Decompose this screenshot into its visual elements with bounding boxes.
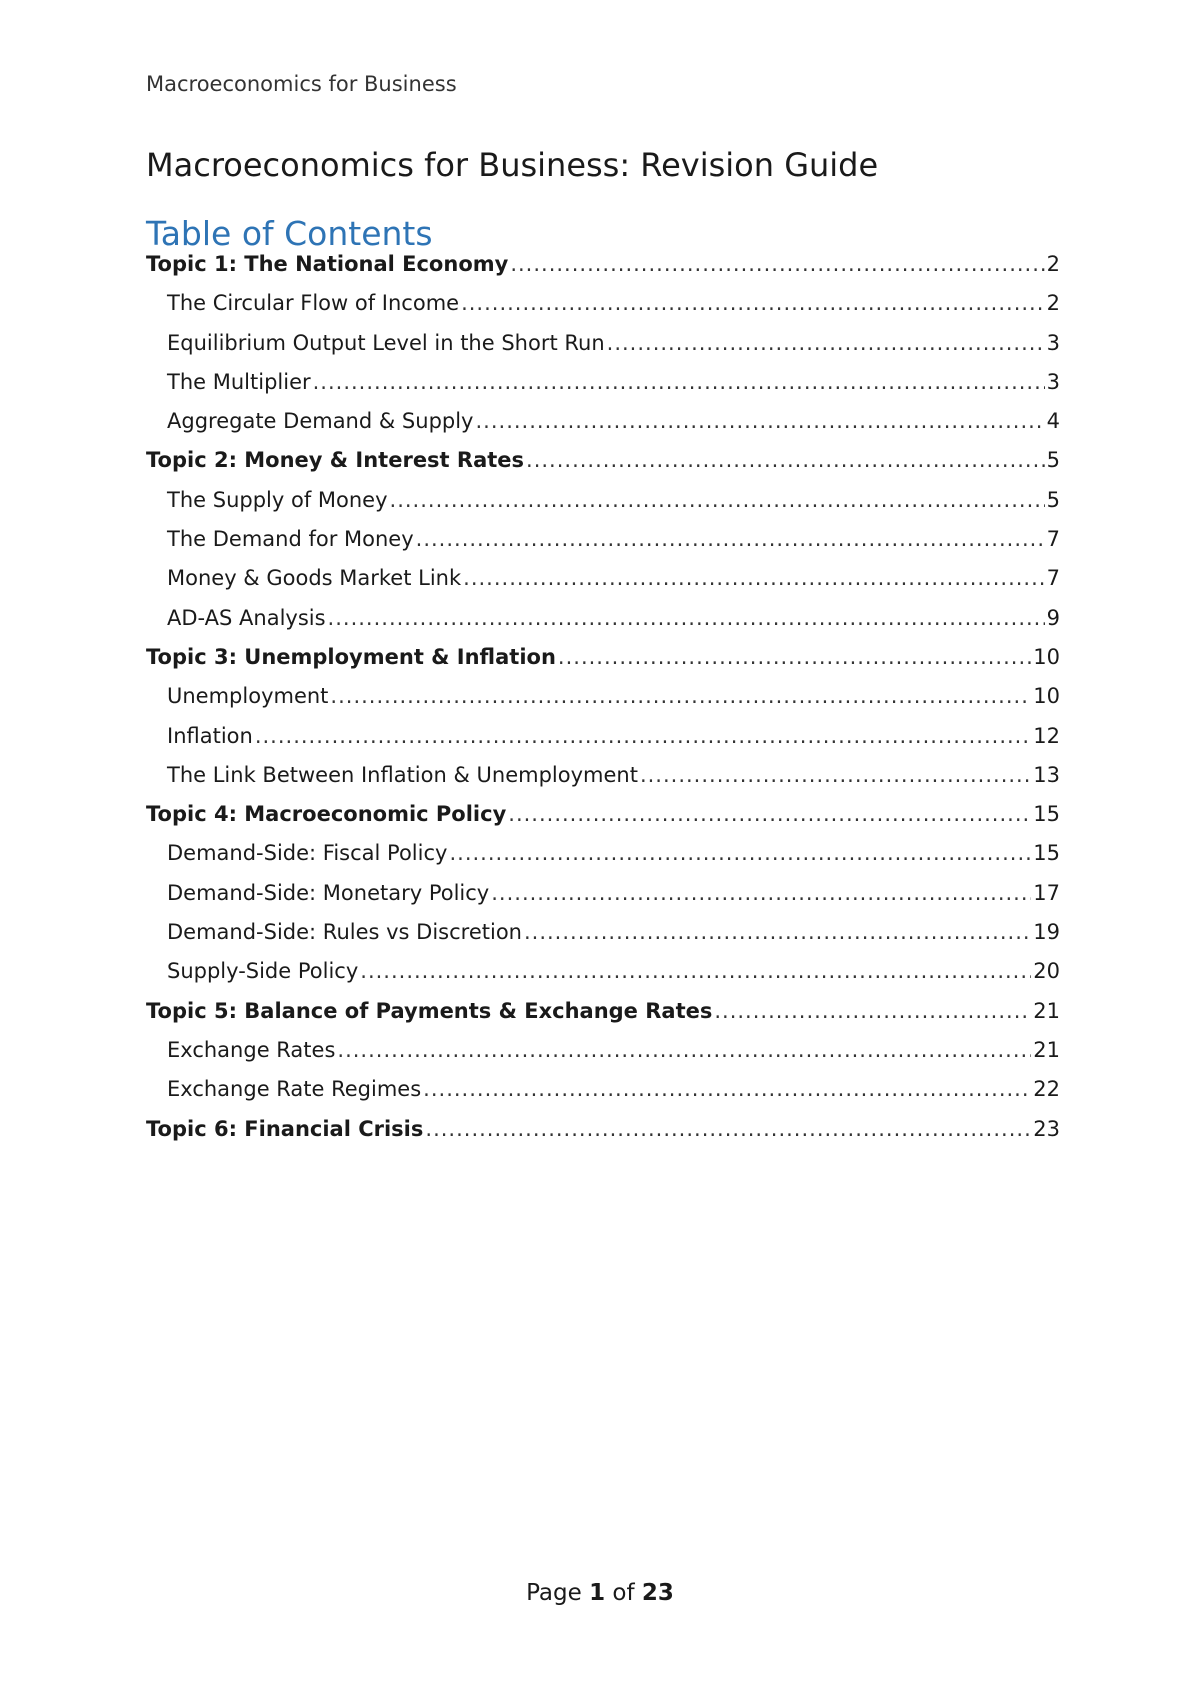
toc-dot-leader bbox=[337, 1038, 1031, 1062]
toc-entry-page-number: 17 bbox=[1033, 880, 1060, 905]
toc-dot-leader bbox=[508, 802, 1031, 826]
toc-dot-leader bbox=[714, 999, 1031, 1023]
toc-topic-entry[interactable] bbox=[146, 252, 1060, 291]
toc-dot-leader bbox=[416, 527, 1045, 551]
toc-subtopic-entry[interactable] bbox=[146, 370, 1060, 409]
toc-dot-leader bbox=[425, 1117, 1031, 1141]
toc-subtopic-entry[interactable] bbox=[146, 606, 1060, 645]
toc-entry-label: Topic 3: Unemployment & Inflation bbox=[146, 644, 556, 669]
running-header: Macroeconomics for Business bbox=[146, 72, 457, 96]
toc-entry-page-number: 20 bbox=[1033, 959, 1060, 984]
toc-entry-label: The Link Between Inflation & Unemployment bbox=[167, 762, 638, 787]
toc-dot-leader bbox=[461, 291, 1045, 315]
toc-topic-entry[interactable] bbox=[146, 448, 1060, 487]
toc-dot-leader bbox=[526, 448, 1045, 472]
toc-subtopic-entry[interactable] bbox=[146, 527, 1060, 566]
toc-entry-page-number: 15 bbox=[1033, 802, 1060, 827]
toc-entry-page-number: 9 bbox=[1046, 605, 1060, 630]
toc-dot-leader bbox=[360, 959, 1031, 983]
toc-entry-page-number: 23 bbox=[1033, 1116, 1060, 1141]
toc-entry-label: Demand-Side: Fiscal Policy bbox=[167, 841, 448, 866]
document-title: Macroeconomics for Business: Revision Guide bbox=[146, 146, 879, 184]
toc-entry-page-number: 21 bbox=[1033, 998, 1060, 1023]
toc-topic-entry[interactable] bbox=[146, 802, 1060, 841]
footer-current-page: 1 bbox=[589, 1580, 606, 1606]
toc-entry-label: Topic 4: Macroeconomic Policy bbox=[146, 802, 507, 827]
toc-entry-page-number: 3 bbox=[1046, 369, 1060, 394]
toc-dot-leader bbox=[390, 488, 1045, 512]
toc-entry-label: Exchange Rates bbox=[167, 1037, 336, 1062]
toc-topic-entry[interactable] bbox=[146, 999, 1060, 1038]
table-of-contents bbox=[146, 252, 1060, 1156]
toc-entry-page-number: 13 bbox=[1033, 762, 1060, 787]
toc-subtopic-entry[interactable] bbox=[146, 1077, 1060, 1116]
toc-entry-label: The Supply of Money bbox=[167, 487, 388, 512]
toc-entry-page-number: 21 bbox=[1033, 1037, 1060, 1062]
toc-entry-page-number: 4 bbox=[1046, 409, 1060, 434]
toc-subtopic-entry[interactable] bbox=[146, 488, 1060, 527]
toc-entry-label: Topic 6: Financial Crisis bbox=[146, 1116, 424, 1141]
toc-heading: Table of Contents bbox=[146, 214, 433, 253]
toc-entry-label: Equilibrium Output Level in the Short Run bbox=[167, 330, 605, 355]
footer-of-word: of bbox=[612, 1580, 635, 1606]
toc-dot-leader bbox=[640, 763, 1031, 787]
toc-dot-leader bbox=[510, 252, 1044, 276]
toc-entry-label: The Demand for Money bbox=[167, 527, 414, 552]
toc-subtopic-entry[interactable] bbox=[146, 291, 1060, 330]
toc-subtopic-entry[interactable] bbox=[146, 409, 1060, 448]
toc-dot-leader bbox=[449, 841, 1031, 865]
toc-entry-label: Topic 2: Money & Interest Rates bbox=[146, 448, 525, 473]
toc-subtopic-entry[interactable] bbox=[146, 920, 1060, 959]
toc-entry-label: Aggregate Demand & Supply bbox=[167, 409, 474, 434]
toc-entry-page-number: 5 bbox=[1046, 448, 1060, 473]
footer-total-pages: 23 bbox=[641, 1580, 674, 1606]
toc-entry-label: Demand-Side: Monetary Policy bbox=[167, 880, 490, 905]
toc-subtopic-entry[interactable] bbox=[146, 763, 1060, 802]
toc-entry-page-number: 10 bbox=[1033, 644, 1060, 669]
toc-entry-label: Topic 1: The National Economy bbox=[146, 252, 509, 276]
toc-subtopic-entry[interactable] bbox=[146, 566, 1060, 605]
page-footer bbox=[0, 1580, 1200, 1606]
toc-entry-label: Inflation bbox=[167, 723, 253, 748]
toc-entry-page-number: 3 bbox=[1046, 330, 1060, 355]
toc-entry-label: Supply-Side Policy bbox=[167, 959, 359, 984]
toc-subtopic-entry[interactable] bbox=[146, 881, 1060, 920]
toc-topic-entry[interactable] bbox=[146, 1117, 1060, 1156]
toc-entry-page-number: 10 bbox=[1033, 684, 1060, 709]
toc-dot-leader bbox=[463, 566, 1044, 590]
toc-subtopic-entry[interactable] bbox=[146, 841, 1060, 880]
toc-dot-leader bbox=[255, 724, 1031, 748]
toc-entry-page-number: 7 bbox=[1046, 527, 1060, 552]
toc-entry-label: Exchange Rate Regimes bbox=[167, 1077, 422, 1102]
toc-dot-leader bbox=[328, 606, 1045, 630]
toc-entry-label: Topic 5: Balance of Payments & Exchange Rates bbox=[146, 998, 713, 1023]
toc-entry-page-number: 7 bbox=[1046, 566, 1060, 591]
toc-dot-leader bbox=[607, 331, 1045, 355]
toc-entry-page-number: 2 bbox=[1046, 252, 1060, 276]
toc-entry-page-number: 22 bbox=[1033, 1077, 1060, 1102]
toc-entry-page-number: 15 bbox=[1033, 841, 1060, 866]
toc-entry-page-number: 12 bbox=[1033, 723, 1060, 748]
toc-entry-page-number: 19 bbox=[1033, 920, 1060, 945]
toc-subtopic-entry[interactable] bbox=[146, 724, 1060, 763]
toc-dot-leader bbox=[524, 920, 1031, 944]
toc-subtopic-entry[interactable] bbox=[146, 684, 1060, 723]
toc-entry-label: Unemployment bbox=[167, 684, 329, 709]
toc-entry-page-number: 5 bbox=[1046, 487, 1060, 512]
toc-subtopic-entry[interactable] bbox=[146, 959, 1060, 998]
toc-dot-leader bbox=[476, 409, 1045, 433]
toc-entry-label: The Multiplier bbox=[167, 369, 311, 394]
toc-entry-label: AD-AS Analysis bbox=[167, 605, 326, 630]
toc-entry-label: Money & Goods Market Link bbox=[167, 566, 462, 591]
toc-subtopic-entry[interactable] bbox=[146, 1038, 1060, 1077]
toc-subtopic-entry[interactable] bbox=[146, 331, 1060, 370]
toc-entry-label: Demand-Side: Rules vs Discretion bbox=[167, 920, 522, 945]
toc-dot-leader bbox=[491, 881, 1031, 905]
footer-page-word: Page bbox=[526, 1580, 582, 1606]
toc-dot-leader bbox=[558, 645, 1031, 669]
toc-topic-entry[interactable] bbox=[146, 645, 1060, 684]
toc-dot-leader bbox=[330, 684, 1031, 708]
toc-dot-leader bbox=[313, 370, 1045, 394]
toc-entry-page-number: 2 bbox=[1046, 291, 1060, 316]
toc-dot-leader bbox=[423, 1077, 1031, 1101]
toc-entry-label: The Circular Flow of Income bbox=[167, 291, 460, 316]
